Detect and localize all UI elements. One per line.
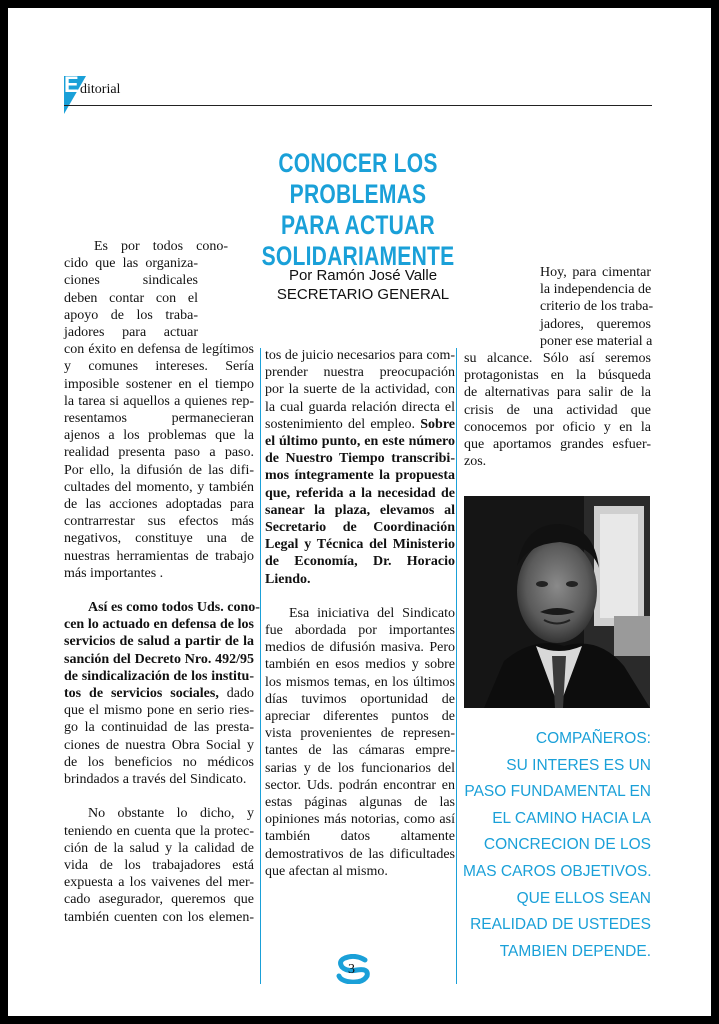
quote-line: QUE ELLOS SEAN [516,889,651,907]
text-line: demostrativos de las dificultades [265,846,455,862]
text-line: que el mismo pone en serio ries- [64,703,254,719]
paragraph [64,805,254,925]
text-line: días tuvimos oportunidad de [265,691,455,707]
text-line: apreciar diferentes puntos de [265,709,455,725]
text-line: cultades del momento, y también [64,479,254,495]
text-line: también cuenten con los elemen- [64,909,254,925]
text-line [265,416,455,433]
text-line: la cual guarda relación directa el [265,399,455,415]
text-line: de sindicalización de los institu- [64,668,254,684]
section-header [64,72,652,112]
portrait-image [464,496,650,708]
text-line: Liendo. [265,571,311,587]
paragraph [265,605,455,880]
text-line: estas páginas algunas de las [265,795,455,811]
quote-line: EL CAMINO HACIA LA [492,809,651,827]
header-rule [64,105,652,106]
article-title [233,148,483,272]
text-line: teniendo en cuenta que la protec- [64,823,254,839]
text-line: crisis de una actividad que [464,402,651,418]
paragraph [265,347,455,588]
text-line: tos de juicio necesarios para com- [265,348,456,363]
text-line: y comunes intereses. Sería [64,359,254,375]
bold-run: Sobre [415,416,455,432]
quote-line: REALIDAD DE USTEDES [470,916,651,934]
quote-line: MAS CAROS OBJETIVOS. [463,862,652,880]
text-line: ciones de nuestra Obra Social y [64,737,254,753]
text-line: realidad presenta paso a paso. [64,445,254,461]
text-line: Por ello, la difusión de las difi- [64,462,254,478]
text-line: nuestras herramientas de trabajo [64,548,254,564]
text-line: con éxito en defensa de legítimos [64,342,254,358]
paragraph [64,599,260,788]
text-line: Es por todos cono- [94,239,228,254]
text-line: deben contar con el [64,290,198,306]
text-line: brindados a través del Sindicato. [64,772,247,788]
page-number-text: 3 [348,962,355,977]
text-line: jadores, queremos [540,316,651,332]
text-line: mos íntegramente la propuesta [265,468,455,484]
text-line: ción de la salud y la calidad de [64,840,254,856]
plain-run: dado [218,686,254,702]
text-line: tantes de las cámaras empre- [265,743,455,759]
text-line: Legal y Técnica del Ministerio [265,537,455,553]
text-line: protagonistas en la búsqueda [464,368,651,384]
text-line: prender nuestra preocupación [265,365,455,381]
text-line: medios de difusión masiva. Pero [265,640,455,656]
text-line: resentamos permanecieran [64,411,254,427]
text-line: negativos, constituye una de [64,531,254,547]
text-line: sanción del Decreto Nro. 492/95 [64,651,254,667]
byline [263,266,463,304]
text-line: Así es como todos Uds. cono- [88,600,260,616]
text-line: expuesta a los vaivenes del mer- [64,875,254,891]
text-line: que afectan al mismo. [265,863,388,879]
text-line: de las acciones adoptadas para [64,497,254,513]
text-line [64,685,254,702]
text-line: más importantes . [64,565,164,581]
page-number [335,954,373,984]
text-line: sarias y de los funcionarios del [265,760,455,776]
text-line: de Nuestro Tiempo transcribi- [265,451,455,467]
text-line: contrarrestar sus efectos más [64,514,254,530]
text-line: conocemos por oficio y en la [464,419,651,435]
title-line: CONOCER LOS PROBLEMAS [278,148,438,209]
text-line: cen lo actuado en defensa de los [64,617,254,633]
author-photo [464,496,650,708]
article-column-2 [265,347,455,880]
text-line: cado asegurador, queremos que [64,892,254,908]
quote-line: PASO FUNDAMENTAL EN [464,783,651,801]
text-line: vida de los trabajadores está [64,857,254,873]
text-line: sector. Uds. podrán encontrar en [265,777,455,793]
text-line: el último punto, en este número [265,434,455,450]
plain-run: sostenimiento del empleo. [265,416,416,432]
column-divider [456,348,457,984]
quote-line: COMPAÑEROS: [535,730,651,747]
title-line: SOLIDARIAMENTE [261,241,455,271]
text-line: también en esos medios y sobre [265,657,455,673]
text-line: imposible sostener en el tiempo [64,376,254,392]
text-line: jadores para actuar [64,325,198,341]
text-line: servicios de salud a partir de la [64,634,254,650]
text-line: los mismos temas, en los últimos [265,674,455,690]
text-line: de alternativas para salir de la [464,385,651,401]
byline-role: SECRETARIO GENERAL [276,286,450,303]
text-line: Secretario de Coordinación [265,520,455,536]
article-column-1 [64,238,260,926]
text-line: fue abordada por importantes [265,623,455,639]
text-line: zos. [464,454,487,470]
text-line: No obstante lo dicho, y [88,806,254,822]
text-line: por la suerte de la actividad, con [265,382,455,398]
text-line: la independencia de [540,282,652,298]
paragraph [464,264,654,470]
text-line: sanear la plaza, elevamos al [265,502,455,518]
pull-quote [463,726,651,965]
text-line: criterio de los traba- [540,299,654,315]
text-line: Hoy, para cimentar [540,265,651,280]
byline-author: Por Ramón José Valle [288,267,438,284]
text-line: opiniones más notorias, como así [265,812,455,828]
section-initial: E [64,72,79,97]
text-line: cido que las organiza- [64,256,198,272]
text-line: ciones sindicales [64,273,198,289]
quote-line: SU INTERES ES UN [506,756,651,774]
text-line: que, referida a la necesidad de [265,485,455,501]
text-line: la tarea si aquellos a quienes rep- [64,393,254,409]
text-line: poner ese material a [540,333,653,349]
quote-line: CONCRECION DE LOS [483,836,651,854]
bold-run: tos de servicios sociales, [64,686,219,702]
text-line: apoyo de los traba- [64,307,198,323]
quote-line: TAMBIEN DEPENDE. [499,942,651,960]
magazine-page [8,8,711,1016]
section-label: ditorial [80,82,121,97]
text-line: que aportamos grandes esfuer- [464,437,651,453]
text-line: go la continuidad de las presta- [64,720,254,736]
text-line: de los beneficios no médicos [64,754,254,770]
paragraph [64,238,254,582]
text-line: ajenos a los problemas que la [64,428,254,444]
text-line: de Economía, Dr. Horacio [265,554,455,570]
article-column-3 [464,264,654,470]
column-divider [260,348,261,984]
text-line: también datos altamente [265,829,455,845]
text-line: Esa iniciativa del Sindicato [289,605,455,621]
text-line: su alcance. Sólo así seremos [464,351,651,367]
title-line: PARA ACTUAR [281,210,435,240]
text-line: vista provenientes de represen- [265,726,455,742]
